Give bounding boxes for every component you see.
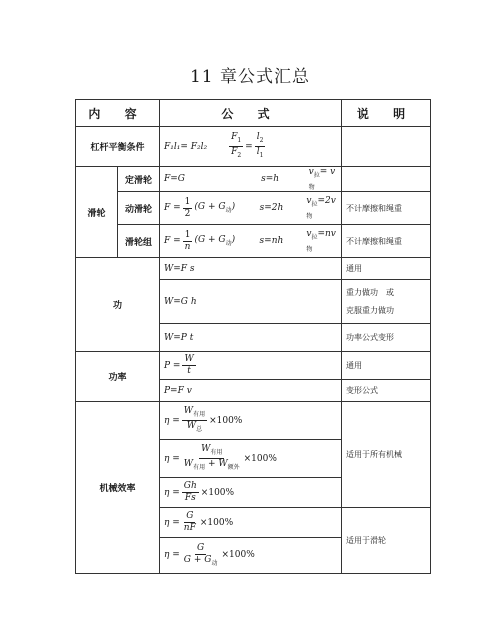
efficiency-formula-1: η = $\frac{W_{有用}}{W_总}$ ×100% — [160, 402, 342, 440]
lever-label: 杠杆平衡条件 — [76, 127, 160, 167]
efficiency-label: 机械效率 — [76, 402, 160, 574]
work-note-2: 重力做功 或 克服重力做功 — [342, 280, 431, 324]
power-formula-2: P=F v — [160, 380, 342, 402]
table-row — [76, 352, 431, 380]
table-row — [76, 258, 431, 280]
table-header-row — [76, 100, 431, 127]
power-formula-1: P = $\frac{W}{t}$ — [160, 352, 342, 380]
lever-formula: F₁l₁= F₂l₂ $\frac{F_1}{F_2}$ = $\frac{l_2}{l_1}$ — [160, 127, 342, 167]
pulley-block-note: 不计摩擦和绳重 — [342, 225, 431, 258]
power-note-2: 变形公式 — [342, 380, 431, 402]
header-formula: 公 式 — [160, 100, 342, 127]
efficiency-formula-5: η = $\frac{G}{G + G_动}$ ×100% — [160, 538, 342, 574]
table-row — [76, 192, 431, 225]
table-row — [76, 402, 431, 440]
work-note-3: 功率公式变形 — [342, 324, 431, 352]
header-content: 内 容 — [76, 100, 160, 127]
table-row — [76, 167, 431, 192]
power-label: 功率 — [76, 352, 160, 402]
lever-note — [342, 127, 431, 167]
pulley-fixed-formula: F=G s=h $v_拉= v_物$ — [160, 167, 342, 192]
power-note-1: 通用 — [342, 352, 431, 380]
formula-table — [75, 99, 431, 574]
header-note: 说 明 — [342, 100, 431, 127]
efficiency-formula-3: η = $\frac{Gh}{Fs}$ ×100% — [160, 478, 342, 508]
efficiency-formula-4: η = $\frac{G}{nF}$ ×100% — [160, 508, 342, 538]
work-label: 功 — [76, 258, 160, 352]
pulley-fixed-name: 定滑轮 — [118, 167, 160, 192]
lever-fraction-left: $\frac{F_1}{F_2}$ — [231, 132, 242, 159]
page-title: 11 章公式汇总 — [189, 67, 311, 87]
efficiency-note-all: 适用于所有机械 — [342, 402, 431, 508]
work-formula-1: W=F s — [160, 258, 342, 280]
pulley-movable-note: 不计摩擦和绳重 — [342, 192, 431, 225]
pulley-block-name: 滑轮组 — [118, 225, 160, 258]
pulley-label: 滑轮 — [76, 167, 118, 258]
efficiency-note-pulley: 适用于滑轮 — [342, 508, 431, 574]
work-formula-2: W=G h — [160, 280, 342, 324]
lever-fraction-right: $\frac{l_2}{l_1}$ — [256, 132, 264, 159]
pulley-movable-name: 动滑轮 — [118, 192, 160, 225]
table-row — [76, 127, 431, 167]
work-note-1: 通用 — [342, 258, 431, 280]
table-row — [76, 225, 431, 258]
pulley-fixed-note — [342, 167, 431, 192]
pulley-block-formula: F = $\frac{1}{n}$ $(G + G_动)$ s=nh $v_拉=nv_物$ — [160, 225, 342, 258]
pulley-movable-formula: F = $\frac{1}{2}$ $(G + G_动)$ s=2h $v_拉=2v_物$ — [160, 192, 342, 225]
efficiency-formula-2: η = $\frac{W_{有用}}{W_{有用} + W_{额外}}$ ×100% — [160, 440, 342, 478]
lever-formula-1: F₁l₁= F₂l₂ — [164, 141, 208, 152]
work-formula-3: W=P t — [160, 324, 342, 352]
